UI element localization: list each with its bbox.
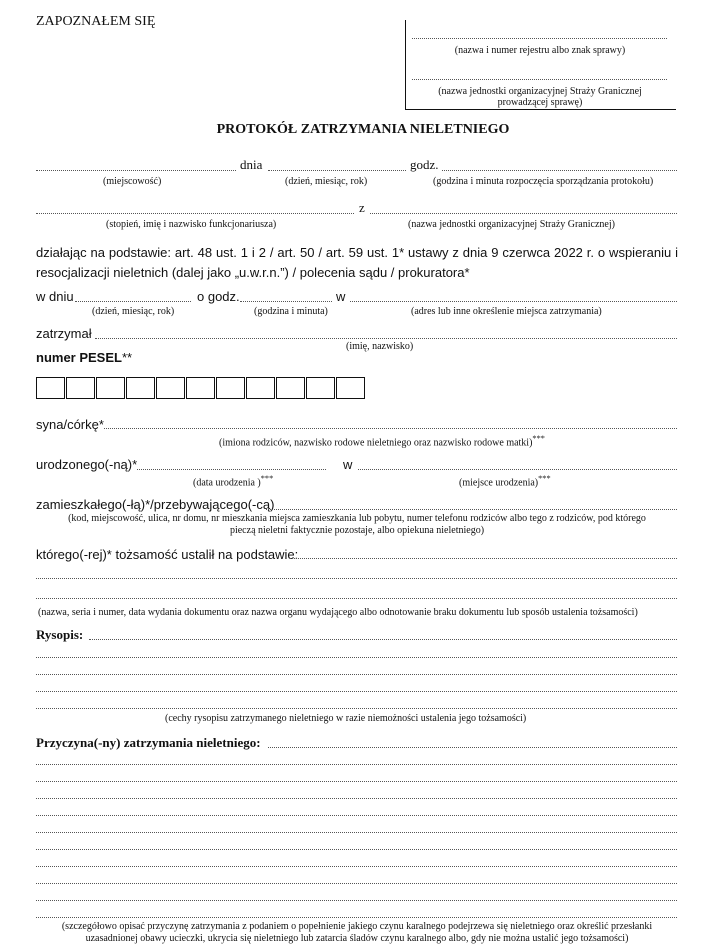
case-register-field[interactable]	[412, 38, 667, 39]
born-label: urodzonego(-ną)*	[36, 457, 138, 472]
pesel-digit-cell[interactable]	[336, 377, 365, 399]
detained-name-caption: (imię, nazwisko)	[346, 341, 414, 352]
description-field-2[interactable]	[36, 657, 677, 658]
description-caption: (cechy rysopisu zatrzymanego nieletniego w razie niemożności ustalenia jego tożsamości)	[165, 713, 527, 724]
pesel-digit-cell[interactable]	[306, 377, 335, 399]
pesel-digit-cell[interactable]	[216, 377, 245, 399]
officer-unit-caption: (nazwa jednostki organizacyjnej Straży Granicznej)	[408, 219, 615, 230]
reason-caption-1: (szczegółowo opisać przyczynę zatrzymania z podaniem o popełnienie jakiego czynu karalnego podejrzewa się nieletniego oraz określić przesłanki	[61, 921, 653, 932]
unit-name-caption-1: (nazwa jednostki organizacyjnej Straży Granicznej	[438, 86, 642, 97]
residence-caption-1: (kod, miejscowość, ulica, nr domu, nr mieszkania miejsca zamieszkania lub pobytu, numer telefonu rodziców albo tego z rodziców, pod którego	[68, 513, 646, 524]
residing-label: zamieszkałego(-łą)*/przebywającego(-cą)	[36, 497, 275, 512]
start-time-caption: (godzina i minuta rozpoczęcia sporządzania protokołu)	[433, 176, 654, 187]
pesel-digit-cell[interactable]	[36, 377, 65, 399]
unit-name-field[interactable]	[412, 79, 667, 80]
o-godz-label: o godz.	[197, 289, 240, 304]
reason-field-2[interactable]	[36, 764, 677, 765]
description-field-5[interactable]	[36, 708, 677, 709]
reason-field-11[interactable]	[36, 917, 677, 918]
place-caption: (miejscowość)	[103, 176, 162, 187]
z-label: z	[359, 200, 365, 215]
description-label: Rysopis:	[36, 627, 84, 642]
birth-date-field[interactable]	[137, 469, 326, 470]
birth-place-caption: (miejsce urodzenia)***	[459, 474, 551, 489]
unit-name-caption-2: prowadzącej sprawę)	[497, 97, 583, 108]
description-field-3[interactable]	[36, 674, 677, 675]
detention-place-caption: (adres lub inne określenie miejsca zatrzymania)	[411, 306, 602, 317]
pesel-digit-cell[interactable]	[66, 377, 95, 399]
parents-caption: (imiona rodziców, nazwisko rodowe nieletniego oraz nazwisko rodowe matki)***	[219, 434, 545, 449]
detention-date-caption: (dzień, miesiąc, rok)	[92, 306, 175, 317]
detention-date-field[interactable]	[75, 301, 191, 302]
reason-field-6[interactable]	[36, 832, 677, 833]
birth-place-field[interactable]	[358, 469, 677, 470]
case-register-caption: (nazwa i numer rejestru albo znak sprawy)	[454, 45, 626, 56]
pesel-digit-cell[interactable]	[156, 377, 185, 399]
reason-field-5[interactable]	[36, 815, 677, 816]
date-field[interactable]	[268, 170, 406, 171]
identity-field-1[interactable]	[290, 558, 677, 559]
pesel-digit-cell[interactable]	[126, 377, 155, 399]
detention-time-caption: (godzina i minuta)	[254, 306, 328, 317]
detained-label: zatrzymał	[36, 326, 92, 341]
w-dniu-label: w dniu	[36, 289, 74, 304]
reason-label: Przyczyna(-ny) zatrzymania nieletniego:	[36, 735, 261, 750]
officer-unit-field[interactable]	[370, 213, 677, 214]
pesel-digit-cell[interactable]	[96, 377, 125, 399]
acknowledged-label: ZAPOZNAŁEM SIĘ	[36, 14, 156, 29]
residence-caption-2: pieczą nieletni faktycznie pozostaje, albo opiekuna nieletniego)	[229, 525, 485, 536]
reason-field-8[interactable]	[36, 866, 677, 867]
reason-field-7[interactable]	[36, 849, 677, 850]
son-daughter-label: syna/córkę*	[36, 417, 104, 432]
description-field-1[interactable]	[89, 639, 677, 640]
residence-field[interactable]	[266, 509, 677, 510]
birth-date-caption: (data urodzenia )***	[193, 474, 274, 489]
pesel-label: numer PESEL**	[36, 350, 133, 365]
detention-time-field[interactable]	[240, 301, 332, 302]
pesel-digit-cell[interactable]	[186, 377, 215, 399]
reason-field-3[interactable]	[36, 781, 677, 782]
identity-field-2[interactable]	[36, 578, 677, 579]
godz-label: godz.	[410, 157, 439, 172]
officer-caption: (stopień, imię i nazwisko funkcjonariusza)	[106, 219, 277, 230]
place-field[interactable]	[36, 170, 236, 171]
start-time-field[interactable]	[442, 170, 677, 171]
detention-place-field[interactable]	[350, 301, 677, 302]
reason-caption-2: uzasadnionej obawy ucieczki, ukrycia się nieletniego lub zatarcia śladów czynu karalnego albo, gdy nie można ustalić jego tożsamości)	[85, 933, 629, 944]
w-label: w	[336, 289, 346, 304]
date-caption: (dzień, miesiąc, rok)	[285, 176, 368, 187]
identity-label: którego(-rej)* tożsamość ustalił na podstawie:	[36, 547, 299, 562]
officer-field[interactable]	[36, 213, 354, 214]
parents-field[interactable]	[104, 428, 677, 429]
page-title: PROTOKÓŁ ZATRZYMANIA NIELETNIEGO	[216, 122, 510, 137]
identity-caption: (nazwa, seria i numer, data wydania dokumentu oraz nazwa organu wydającego albo odnotowanie braku dokumentu lub sposób ustalenia tożsamości)	[38, 607, 638, 618]
description-field-4[interactable]	[36, 691, 677, 692]
dnia-label: dnia	[240, 157, 263, 172]
identity-field-3[interactable]	[36, 598, 677, 599]
born-w-label: w	[343, 457, 353, 472]
reason-field-10[interactable]	[36, 900, 677, 901]
pesel-digit-cell[interactable]	[276, 377, 305, 399]
reason-field-9[interactable]	[36, 883, 677, 884]
reason-field-4[interactable]	[36, 798, 677, 799]
reason-field-1[interactable]	[268, 747, 677, 748]
pesel-digit-cell[interactable]	[246, 377, 275, 399]
legal-basis-paragraph: działając na podstawie: art. 48 ust. 1 i 2 / art. 50 / art. 59 ust. 1* ustawy z dnia 9 czerwca 2022 r. o wspieraniu i resocjalizacji nieletnich (dalej jako „u.w.r.n.”) / polecenia sądu / prokuratora*	[36, 245, 678, 280]
detained-name-field[interactable]	[95, 338, 677, 339]
